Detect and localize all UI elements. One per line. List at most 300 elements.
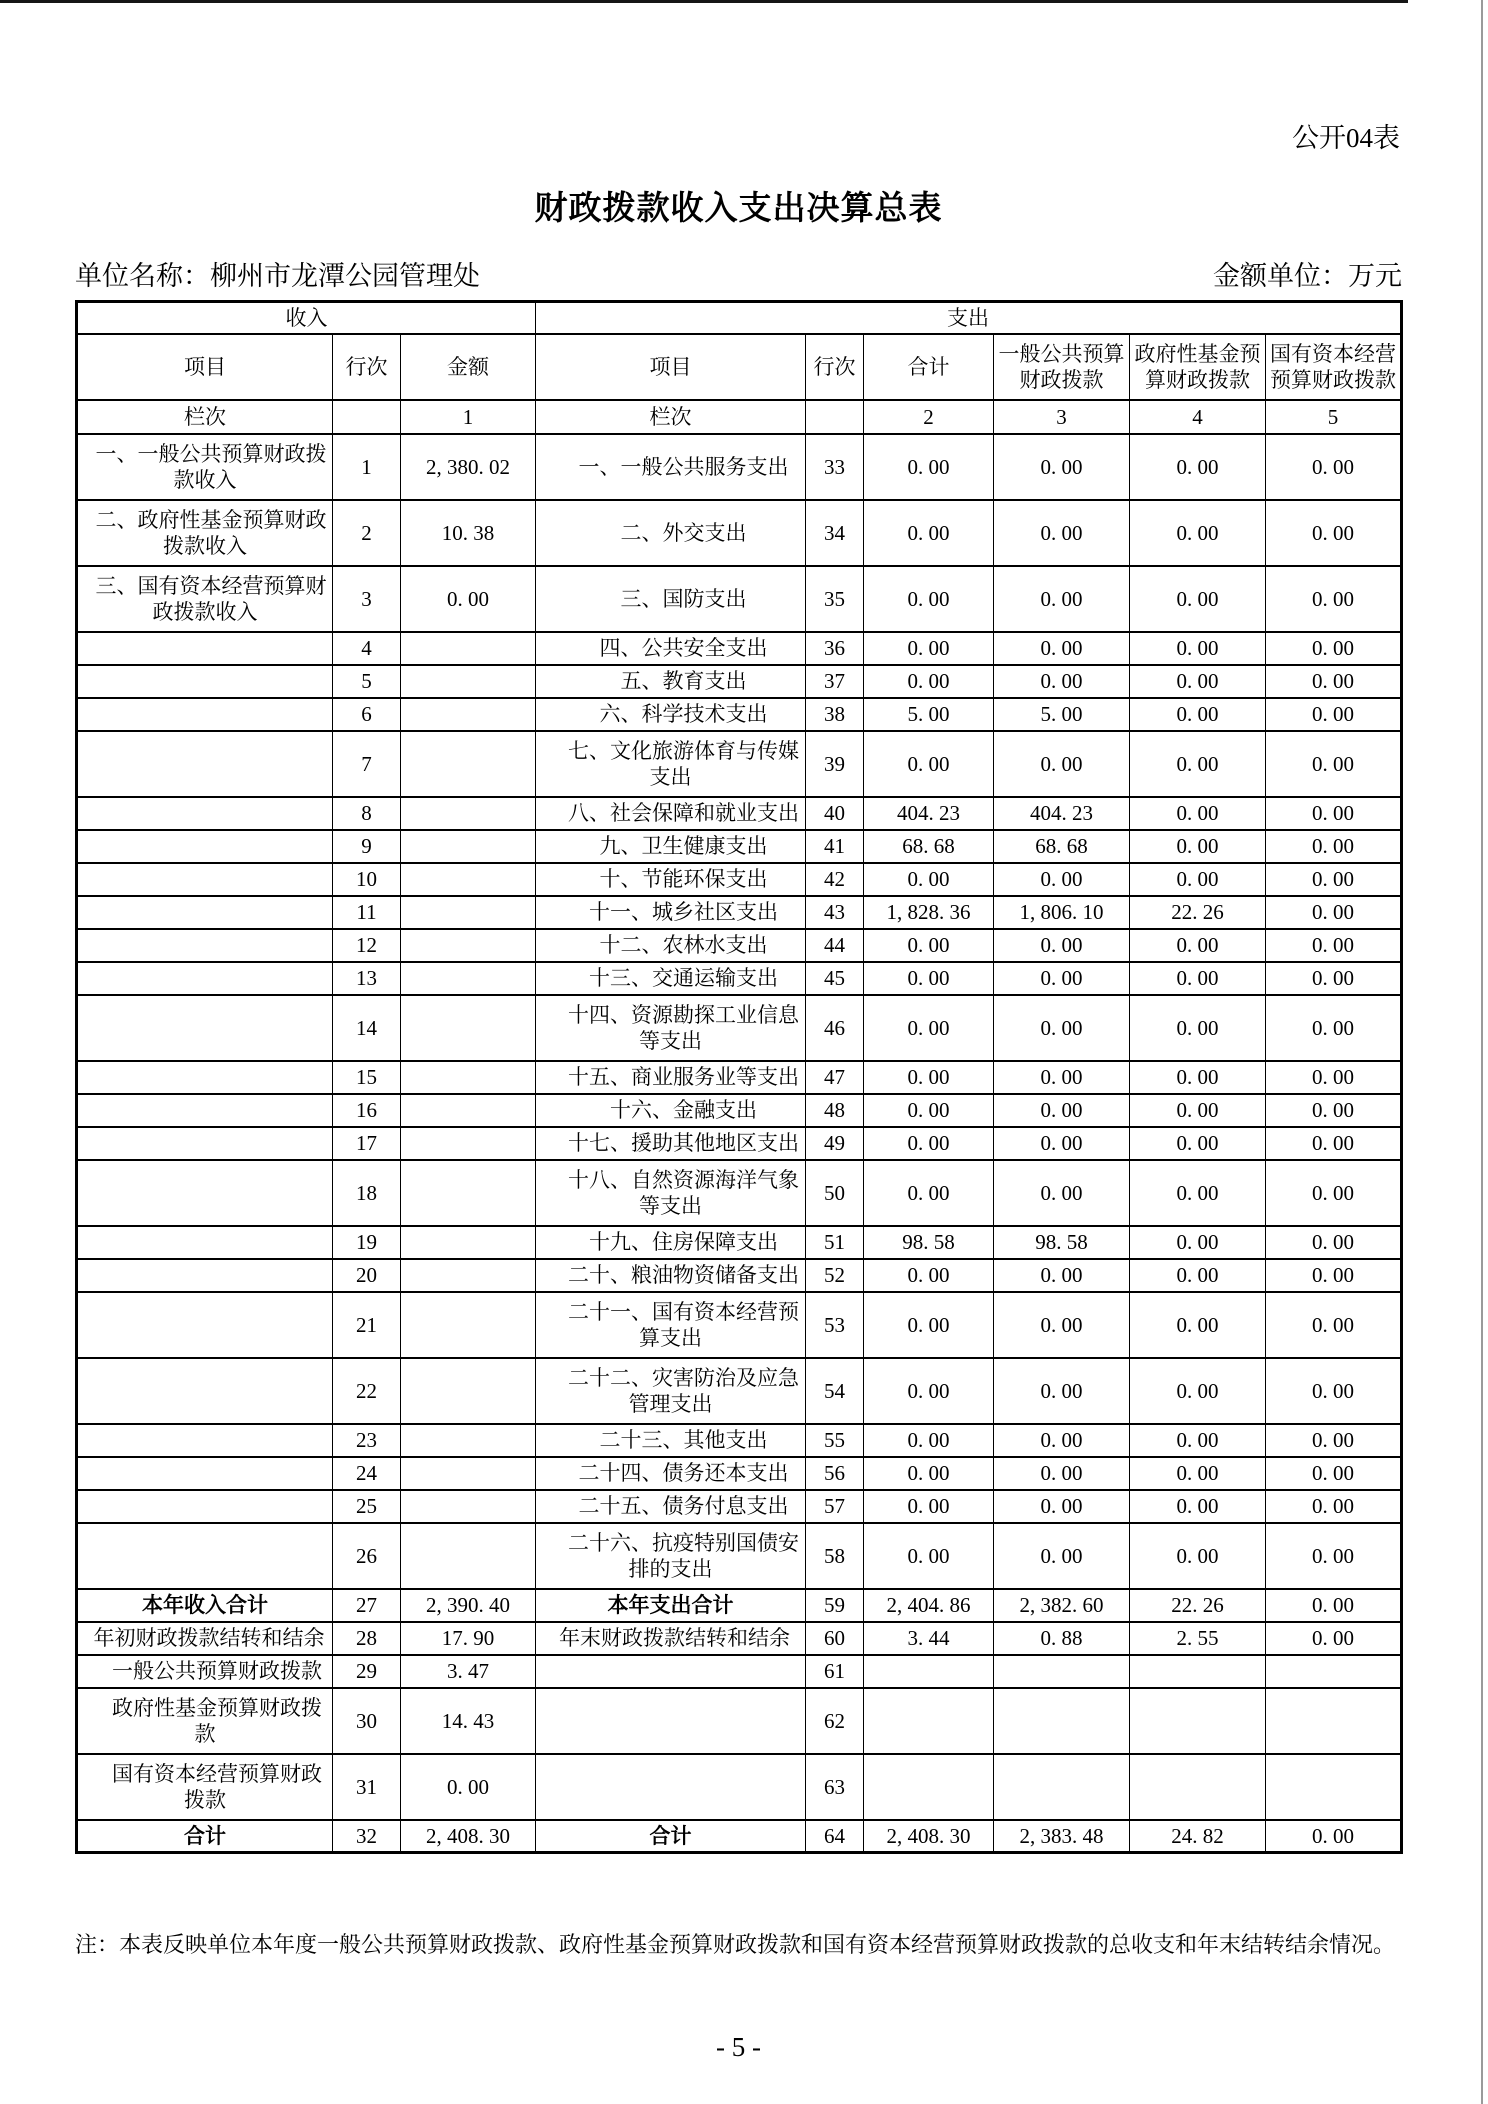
general-budget-header: 一般公共预算财政拨款 bbox=[994, 334, 1130, 400]
table-footnote: 注：本表反映单位本年度一般公共预算财政拨款、政府性基金预算财政拨款和国有资本经营预算财政拨款的总收支和年末结转结余情况。 bbox=[75, 1932, 1396, 1957]
income-item-cell bbox=[77, 962, 333, 995]
expense-total-cell: 0. 00 bbox=[864, 1358, 994, 1424]
income-amount-cell bbox=[401, 1292, 536, 1358]
income-amount-cell bbox=[401, 1457, 536, 1490]
income-item-header: 项目 bbox=[77, 334, 333, 400]
expense-line-cell: 62 bbox=[806, 1688, 864, 1754]
income-line-cell: 17 bbox=[333, 1127, 401, 1160]
expense-total-header: 合计 bbox=[864, 334, 994, 400]
income-item-cell: 一般公共预算财政拨款 bbox=[77, 1655, 333, 1688]
income-amount-cell bbox=[401, 995, 536, 1061]
income-amount-cell bbox=[401, 1490, 536, 1523]
income-group-header: 收入 bbox=[77, 302, 536, 334]
expense-state-capital-cell: 0. 00 bbox=[1266, 1523, 1402, 1589]
expense-total-cell: 2, 408. 30 bbox=[864, 1820, 994, 1853]
table-row bbox=[77, 1424, 1402, 1457]
expense-total-cell: 5. 00 bbox=[864, 698, 994, 731]
expense-item-cell: 十七、援助其他地区支出 bbox=[536, 1127, 806, 1160]
expense-line-cell: 60 bbox=[806, 1622, 864, 1655]
table-row bbox=[77, 896, 1402, 929]
income-amount-cell bbox=[401, 830, 536, 863]
income-line-cell: 1 bbox=[333, 434, 401, 500]
expense-general-budget-cell: 0. 00 bbox=[994, 731, 1130, 797]
expense-general-budget-cell: 0. 00 bbox=[994, 1259, 1130, 1292]
income-item-cell bbox=[77, 1061, 333, 1094]
expense-total-cell: 404. 23 bbox=[864, 797, 994, 830]
table-row bbox=[77, 632, 1402, 665]
expense-general-budget-cell: 2, 382. 60 bbox=[994, 1589, 1130, 1622]
expense-general-budget-cell bbox=[994, 1688, 1130, 1754]
expense-gov-fund-cell: 0. 00 bbox=[1130, 1490, 1266, 1523]
expense-item-cell: 年末财政拨款结转和结余 bbox=[536, 1622, 806, 1655]
column-index-row bbox=[77, 400, 1402, 434]
income-line-cell: 19 bbox=[333, 1226, 401, 1259]
expense-gov-fund-cell: 0. 00 bbox=[1130, 863, 1266, 896]
income-item-cell bbox=[77, 731, 333, 797]
expense-line-cell: 50 bbox=[806, 1160, 864, 1226]
expense-general-budget-cell: 5. 00 bbox=[994, 698, 1130, 731]
expense-state-capital-cell: 0. 00 bbox=[1266, 1589, 1402, 1622]
expense-total-cell: 0. 00 bbox=[864, 1523, 994, 1589]
expense-total-cell: 0. 00 bbox=[864, 632, 994, 665]
expense-total-cell: 0. 00 bbox=[864, 1457, 994, 1490]
expense-general-budget-cell: 0. 00 bbox=[994, 1292, 1130, 1358]
page-content bbox=[75, 0, 1402, 2104]
expense-gov-fund-cell: 0. 00 bbox=[1130, 830, 1266, 863]
expense-total-cell: 0. 00 bbox=[864, 1292, 994, 1358]
table-row bbox=[77, 1523, 1402, 1589]
expense-total-cell: 0. 00 bbox=[864, 434, 994, 500]
expense-total-cell bbox=[864, 1754, 994, 1820]
expense-gov-fund-cell: 0. 00 bbox=[1130, 566, 1266, 632]
expense-total-cell: 0. 00 bbox=[864, 1160, 994, 1226]
income-amount-cell bbox=[401, 896, 536, 929]
table-row bbox=[77, 500, 1402, 566]
table-row bbox=[77, 1490, 1402, 1523]
expense-line-cell: 55 bbox=[806, 1424, 864, 1457]
expense-line-cell: 51 bbox=[806, 1226, 864, 1259]
expense-gov-fund-cell: 0. 00 bbox=[1130, 1424, 1266, 1457]
income-line-cell: 30 bbox=[333, 1688, 401, 1754]
expense-state-capital-cell bbox=[1266, 1688, 1402, 1754]
income-lanci-cell: 栏次 bbox=[77, 400, 333, 434]
expense-state-capital-cell: 0. 00 bbox=[1266, 500, 1402, 566]
income-amount-cell bbox=[401, 1061, 536, 1094]
expense-lanci-cell: 栏次 bbox=[536, 400, 806, 434]
income-amount-cell bbox=[401, 632, 536, 665]
expense-total-cell: 0. 00 bbox=[864, 863, 994, 896]
expense-total-cell: 0. 00 bbox=[864, 665, 994, 698]
table-row bbox=[77, 1358, 1402, 1424]
expense-line-cell: 56 bbox=[806, 1457, 864, 1490]
income-item-cell bbox=[77, 863, 333, 896]
expense-state-capital-cell: 0. 00 bbox=[1266, 797, 1402, 830]
table-row bbox=[77, 1820, 1402, 1853]
expense-state-capital-cell: 0. 00 bbox=[1266, 1094, 1402, 1127]
expense-line-cell: 42 bbox=[806, 863, 864, 896]
income-item-cell bbox=[77, 929, 333, 962]
col-index-4: 4 bbox=[1130, 400, 1266, 434]
table-row bbox=[77, 830, 1402, 863]
table-row bbox=[77, 1094, 1402, 1127]
expense-line-cell: 45 bbox=[806, 962, 864, 995]
table-row bbox=[77, 995, 1402, 1061]
blank-cell bbox=[806, 400, 864, 434]
expense-total-cell: 3. 44 bbox=[864, 1622, 994, 1655]
expense-item-cell: 十一、城乡社区支出 bbox=[536, 896, 806, 929]
expense-line-cell: 46 bbox=[806, 995, 864, 1061]
meta-row bbox=[75, 254, 1402, 293]
group-header-row bbox=[77, 302, 1402, 334]
expense-line-cell: 39 bbox=[806, 731, 864, 797]
income-line-cell: 14 bbox=[333, 995, 401, 1061]
expense-gov-fund-cell: 0. 00 bbox=[1130, 1127, 1266, 1160]
expense-state-capital-cell: 0. 00 bbox=[1266, 731, 1402, 797]
expense-general-budget-cell: 0. 00 bbox=[994, 929, 1130, 962]
expense-state-capital-cell: 0. 00 bbox=[1266, 566, 1402, 632]
income-amount-cell bbox=[401, 1424, 536, 1457]
expense-total-cell bbox=[864, 1688, 994, 1754]
expense-general-budget-cell: 0. 00 bbox=[994, 1061, 1130, 1094]
income-amount-cell bbox=[401, 962, 536, 995]
col-index-3: 3 bbox=[994, 400, 1130, 434]
expense-general-budget-cell: 0. 00 bbox=[994, 665, 1130, 698]
income-item-cell bbox=[77, 995, 333, 1061]
income-line-cell: 22 bbox=[333, 1358, 401, 1424]
expense-total-cell: 2, 404. 86 bbox=[864, 1589, 994, 1622]
table-row bbox=[77, 1457, 1402, 1490]
expense-state-capital-cell: 0. 00 bbox=[1266, 1424, 1402, 1457]
expense-item-cell bbox=[536, 1688, 806, 1754]
expense-line-cell: 47 bbox=[806, 1061, 864, 1094]
income-item-cell bbox=[77, 1160, 333, 1226]
table-row bbox=[77, 797, 1402, 830]
expense-gov-fund-cell: 0. 00 bbox=[1130, 500, 1266, 566]
expense-item-cell: 二十一、国有资本经营预算支出 bbox=[536, 1292, 806, 1358]
expense-line-header: 行次 bbox=[806, 334, 864, 400]
expense-line-cell: 61 bbox=[806, 1655, 864, 1688]
expense-state-capital-cell: 0. 00 bbox=[1266, 1622, 1402, 1655]
expense-total-cell: 0. 00 bbox=[864, 500, 994, 566]
income-amount-cell: 2, 380. 02 bbox=[401, 434, 536, 500]
income-amount-cell: 0. 00 bbox=[401, 566, 536, 632]
expense-gov-fund-cell: 0. 00 bbox=[1130, 1358, 1266, 1424]
income-item-cell: 本年收入合计 bbox=[77, 1589, 333, 1622]
income-line-cell: 24 bbox=[333, 1457, 401, 1490]
table-row bbox=[77, 665, 1402, 698]
expense-state-capital-cell: 0. 00 bbox=[1266, 1061, 1402, 1094]
income-item-cell: 一、一般公共预算财政拨款收入 bbox=[77, 434, 333, 500]
expense-item-cell: 九、卫生健康支出 bbox=[536, 830, 806, 863]
expense-total-cell: 98. 58 bbox=[864, 1226, 994, 1259]
expense-gov-fund-cell: 0. 00 bbox=[1130, 995, 1266, 1061]
col-index-2: 2 bbox=[864, 400, 994, 434]
table-row bbox=[77, 1292, 1402, 1358]
income-amount-cell bbox=[401, 1226, 536, 1259]
income-amount-cell: 2, 408. 30 bbox=[401, 1820, 536, 1853]
income-item-cell bbox=[77, 1457, 333, 1490]
expense-state-capital-cell: 0. 00 bbox=[1266, 830, 1402, 863]
table-row bbox=[77, 566, 1402, 632]
income-line-cell: 13 bbox=[333, 962, 401, 995]
expense-gov-fund-cell bbox=[1130, 1754, 1266, 1820]
table-row bbox=[77, 1622, 1402, 1655]
expense-total-cell: 0. 00 bbox=[864, 1094, 994, 1127]
income-item-cell bbox=[77, 830, 333, 863]
income-item-cell: 合计 bbox=[77, 1820, 333, 1853]
income-amount-cell bbox=[401, 731, 536, 797]
income-item-cell bbox=[77, 1259, 333, 1292]
expense-item-header: 项目 bbox=[536, 334, 806, 400]
expense-state-capital-cell: 0. 00 bbox=[1266, 665, 1402, 698]
expense-line-cell: 38 bbox=[806, 698, 864, 731]
expense-general-budget-cell bbox=[994, 1655, 1130, 1688]
table-row bbox=[77, 1226, 1402, 1259]
table-row bbox=[77, 962, 1402, 995]
income-amount-cell bbox=[401, 698, 536, 731]
expense-state-capital-cell: 0. 00 bbox=[1266, 1490, 1402, 1523]
expense-gov-fund-cell: 0. 00 bbox=[1130, 1292, 1266, 1358]
expense-general-budget-cell bbox=[994, 1754, 1130, 1820]
expense-item-cell: 十八、自然资源海洋气象等支出 bbox=[536, 1160, 806, 1226]
expense-state-capital-cell bbox=[1266, 1655, 1402, 1688]
income-line-cell: 20 bbox=[333, 1259, 401, 1292]
expense-item-cell: 合计 bbox=[536, 1820, 806, 1853]
expense-gov-fund-cell: 0. 00 bbox=[1130, 632, 1266, 665]
income-amount-cell: 3. 47 bbox=[401, 1655, 536, 1688]
expense-gov-fund-cell: 24. 82 bbox=[1130, 1820, 1266, 1853]
page-number: - 5 - bbox=[716, 2032, 761, 2062]
expense-general-budget-cell: 1, 806. 10 bbox=[994, 896, 1130, 929]
column-header-row bbox=[77, 334, 1402, 400]
income-line-cell: 9 bbox=[333, 830, 401, 863]
income-amount-cell: 10. 38 bbox=[401, 500, 536, 566]
expense-item-cell: 二十五、债务付息支出 bbox=[536, 1490, 806, 1523]
expense-line-cell: 33 bbox=[806, 434, 864, 500]
table-row bbox=[77, 731, 1402, 797]
expense-general-budget-cell: 0. 00 bbox=[994, 1160, 1130, 1226]
income-amount-cell bbox=[401, 929, 536, 962]
income-item-cell: 政府性基金预算财政拨款 bbox=[77, 1688, 333, 1754]
expense-general-budget-cell: 0. 00 bbox=[994, 1424, 1130, 1457]
income-line-cell: 4 bbox=[333, 632, 401, 665]
expense-gov-fund-cell: 0. 00 bbox=[1130, 698, 1266, 731]
expense-total-cell: 0. 00 bbox=[864, 1127, 994, 1160]
expense-gov-fund-cell: 0. 00 bbox=[1130, 731, 1266, 797]
expense-item-cell: 五、教育支出 bbox=[536, 665, 806, 698]
expense-state-capital-cell: 0. 00 bbox=[1266, 962, 1402, 995]
expense-line-cell: 53 bbox=[806, 1292, 864, 1358]
gov-fund-header: 政府性基金预算财政拨款 bbox=[1130, 334, 1266, 400]
expense-line-cell: 43 bbox=[806, 896, 864, 929]
income-item-cell bbox=[77, 797, 333, 830]
expense-item-cell: 一、一般公共服务支出 bbox=[536, 434, 806, 500]
expense-group-header: 支出 bbox=[536, 302, 1402, 334]
income-line-cell: 15 bbox=[333, 1061, 401, 1094]
expense-general-budget-cell: 0. 88 bbox=[994, 1622, 1130, 1655]
income-line-cell: 8 bbox=[333, 797, 401, 830]
expense-item-cell: 七、文化旅游体育与传媒支出 bbox=[536, 731, 806, 797]
expense-line-cell: 44 bbox=[806, 929, 864, 962]
expense-total-cell: 0. 00 bbox=[864, 566, 994, 632]
expense-line-cell: 54 bbox=[806, 1358, 864, 1424]
expense-item-cell: 三、国防支出 bbox=[536, 566, 806, 632]
income-line-cell: 31 bbox=[333, 1754, 401, 1820]
income-amount-cell bbox=[401, 665, 536, 698]
expense-state-capital-cell: 0. 00 bbox=[1266, 929, 1402, 962]
income-item-cell bbox=[77, 665, 333, 698]
expense-line-cell: 40 bbox=[806, 797, 864, 830]
expense-total-cell: 0. 00 bbox=[864, 731, 994, 797]
expense-gov-fund-cell: 0. 00 bbox=[1130, 1061, 1266, 1094]
expense-item-cell bbox=[536, 1655, 806, 1688]
expense-line-cell: 59 bbox=[806, 1589, 864, 1622]
income-amount-cell bbox=[401, 1358, 536, 1424]
income-amount-cell bbox=[401, 1160, 536, 1226]
expense-state-capital-cell: 0. 00 bbox=[1266, 434, 1402, 500]
expense-general-budget-cell: 0. 00 bbox=[994, 1127, 1130, 1160]
income-item-cell: 年初财政拨款结转和结余 bbox=[77, 1622, 333, 1655]
income-amount-cell: 2, 390. 40 bbox=[401, 1589, 536, 1622]
income-item-cell bbox=[77, 896, 333, 929]
income-amount-cell bbox=[401, 1094, 536, 1127]
expense-gov-fund-cell: 0. 00 bbox=[1130, 1094, 1266, 1127]
table-row bbox=[77, 1655, 1402, 1688]
income-amount-cell bbox=[401, 1523, 536, 1589]
expense-gov-fund-cell bbox=[1130, 1688, 1266, 1754]
budget-table bbox=[75, 300, 1403, 1854]
col-index-5: 5 bbox=[1266, 400, 1402, 434]
expense-line-cell: 57 bbox=[806, 1490, 864, 1523]
income-line-cell: 18 bbox=[333, 1160, 401, 1226]
income-item-cell bbox=[77, 1490, 333, 1523]
expense-state-capital-cell: 0. 00 bbox=[1266, 1259, 1402, 1292]
expense-state-capital-cell: 0. 00 bbox=[1266, 1127, 1402, 1160]
page-title: 财政拨款收入支出决算总表 bbox=[534, 191, 943, 227]
col-index-1: 1 bbox=[401, 400, 536, 434]
income-amount-header: 金额 bbox=[401, 334, 536, 400]
income-line-cell: 6 bbox=[333, 698, 401, 731]
table-row bbox=[77, 1160, 1402, 1226]
scan-edge-right bbox=[1481, 0, 1483, 2104]
income-line-cell: 16 bbox=[333, 1094, 401, 1127]
income-item-cell: 二、政府性基金预算财政拨款收入 bbox=[77, 500, 333, 566]
expense-general-budget-cell: 68. 68 bbox=[994, 830, 1130, 863]
table-row bbox=[77, 1589, 1402, 1622]
income-line-cell: 10 bbox=[333, 863, 401, 896]
amount-unit-label: 金额单位：万元 bbox=[1213, 261, 1402, 291]
table-row bbox=[77, 698, 1402, 731]
income-item-cell bbox=[77, 1523, 333, 1589]
expense-general-budget-cell: 0. 00 bbox=[994, 500, 1130, 566]
expense-state-capital-cell: 0. 00 bbox=[1266, 1160, 1402, 1226]
expense-line-cell: 37 bbox=[806, 665, 864, 698]
income-line-cell: 27 bbox=[333, 1589, 401, 1622]
state-capital-header: 国有资本经营预算财政拨款 bbox=[1266, 334, 1402, 400]
income-item-cell: 三、国有资本经营预算财政拨款收入 bbox=[77, 566, 333, 632]
income-line-cell: 3 bbox=[333, 566, 401, 632]
expense-item-cell: 十九、住房保障支出 bbox=[536, 1226, 806, 1259]
expense-item-cell: 二十六、抗疫特别国债安排的支出 bbox=[536, 1523, 806, 1589]
expense-gov-fund-cell: 0. 00 bbox=[1130, 797, 1266, 830]
table-head-rows bbox=[77, 302, 1402, 434]
expense-general-budget-cell: 0. 00 bbox=[994, 1457, 1130, 1490]
expense-state-capital-cell: 0. 00 bbox=[1266, 1292, 1402, 1358]
expense-item-cell bbox=[536, 1754, 806, 1820]
expense-line-cell: 36 bbox=[806, 632, 864, 665]
expense-state-capital-cell: 0. 00 bbox=[1266, 1457, 1402, 1490]
expense-line-cell: 35 bbox=[806, 566, 864, 632]
income-amount-cell bbox=[401, 863, 536, 896]
income-item-cell bbox=[77, 632, 333, 665]
expense-gov-fund-cell: 22. 26 bbox=[1130, 1589, 1266, 1622]
income-amount-cell bbox=[401, 797, 536, 830]
expense-state-capital-cell: 0. 00 bbox=[1266, 995, 1402, 1061]
expense-total-cell: 0. 00 bbox=[864, 1259, 994, 1292]
expense-general-budget-cell: 0. 00 bbox=[994, 1523, 1130, 1589]
income-line-cell: 25 bbox=[333, 1490, 401, 1523]
expense-item-cell: 八、社会保障和就业支出 bbox=[536, 797, 806, 830]
expense-item-cell: 二十四、债务还本支出 bbox=[536, 1457, 806, 1490]
blank-cell bbox=[333, 400, 401, 434]
income-line-cell: 12 bbox=[333, 929, 401, 962]
expense-gov-fund-cell: 0. 00 bbox=[1130, 1226, 1266, 1259]
expense-general-budget-cell: 0. 00 bbox=[994, 863, 1130, 896]
table-row bbox=[77, 1754, 1402, 1820]
expense-general-budget-cell: 0. 00 bbox=[994, 434, 1130, 500]
expense-gov-fund-cell bbox=[1130, 1655, 1266, 1688]
expense-general-budget-cell: 0. 00 bbox=[994, 995, 1130, 1061]
expense-item-cell: 二、外交支出 bbox=[536, 500, 806, 566]
form-number-label: 公开04表 bbox=[1292, 123, 1400, 153]
expense-state-capital-cell: 0. 00 bbox=[1266, 1358, 1402, 1424]
expense-state-capital-cell: 0. 00 bbox=[1266, 863, 1402, 896]
expense-state-capital-cell: 0. 00 bbox=[1266, 1820, 1402, 1853]
expense-item-cell: 二十、粮油物资储备支出 bbox=[536, 1259, 806, 1292]
expense-item-cell: 十、节能环保支出 bbox=[536, 863, 806, 896]
expense-total-cell: 0. 00 bbox=[864, 1061, 994, 1094]
income-item-cell bbox=[77, 1127, 333, 1160]
expense-line-cell: 63 bbox=[806, 1754, 864, 1820]
expense-gov-fund-cell: 0. 00 bbox=[1130, 962, 1266, 995]
expense-item-cell: 十三、交通运输支出 bbox=[536, 962, 806, 995]
expense-total-cell: 0. 00 bbox=[864, 995, 994, 1061]
income-item-cell bbox=[77, 1424, 333, 1457]
income-line-cell: 26 bbox=[333, 1523, 401, 1589]
income-line-cell: 11 bbox=[333, 896, 401, 929]
expense-line-cell: 34 bbox=[806, 500, 864, 566]
expense-item-cell: 十六、金融支出 bbox=[536, 1094, 806, 1127]
expense-general-budget-cell: 0. 00 bbox=[994, 962, 1130, 995]
expense-general-budget-cell: 2, 383. 48 bbox=[994, 1820, 1130, 1853]
expense-general-budget-cell: 0. 00 bbox=[994, 1358, 1130, 1424]
expense-item-cell: 二十三、其他支出 bbox=[536, 1424, 806, 1457]
income-line-cell: 23 bbox=[333, 1424, 401, 1457]
expense-general-budget-cell: 404. 23 bbox=[994, 797, 1130, 830]
expense-line-cell: 48 bbox=[806, 1094, 864, 1127]
expense-gov-fund-cell: 22. 26 bbox=[1130, 896, 1266, 929]
table-row bbox=[77, 1061, 1402, 1094]
expense-line-cell: 52 bbox=[806, 1259, 864, 1292]
expense-line-cell: 41 bbox=[806, 830, 864, 863]
income-line-cell: 2 bbox=[333, 500, 401, 566]
expense-gov-fund-cell: 0. 00 bbox=[1130, 1457, 1266, 1490]
income-item-cell bbox=[77, 1094, 333, 1127]
expense-state-capital-cell: 0. 00 bbox=[1266, 632, 1402, 665]
expense-total-cell bbox=[864, 1655, 994, 1688]
income-line-cell: 7 bbox=[333, 731, 401, 797]
income-amount-cell: 0. 00 bbox=[401, 1754, 536, 1820]
